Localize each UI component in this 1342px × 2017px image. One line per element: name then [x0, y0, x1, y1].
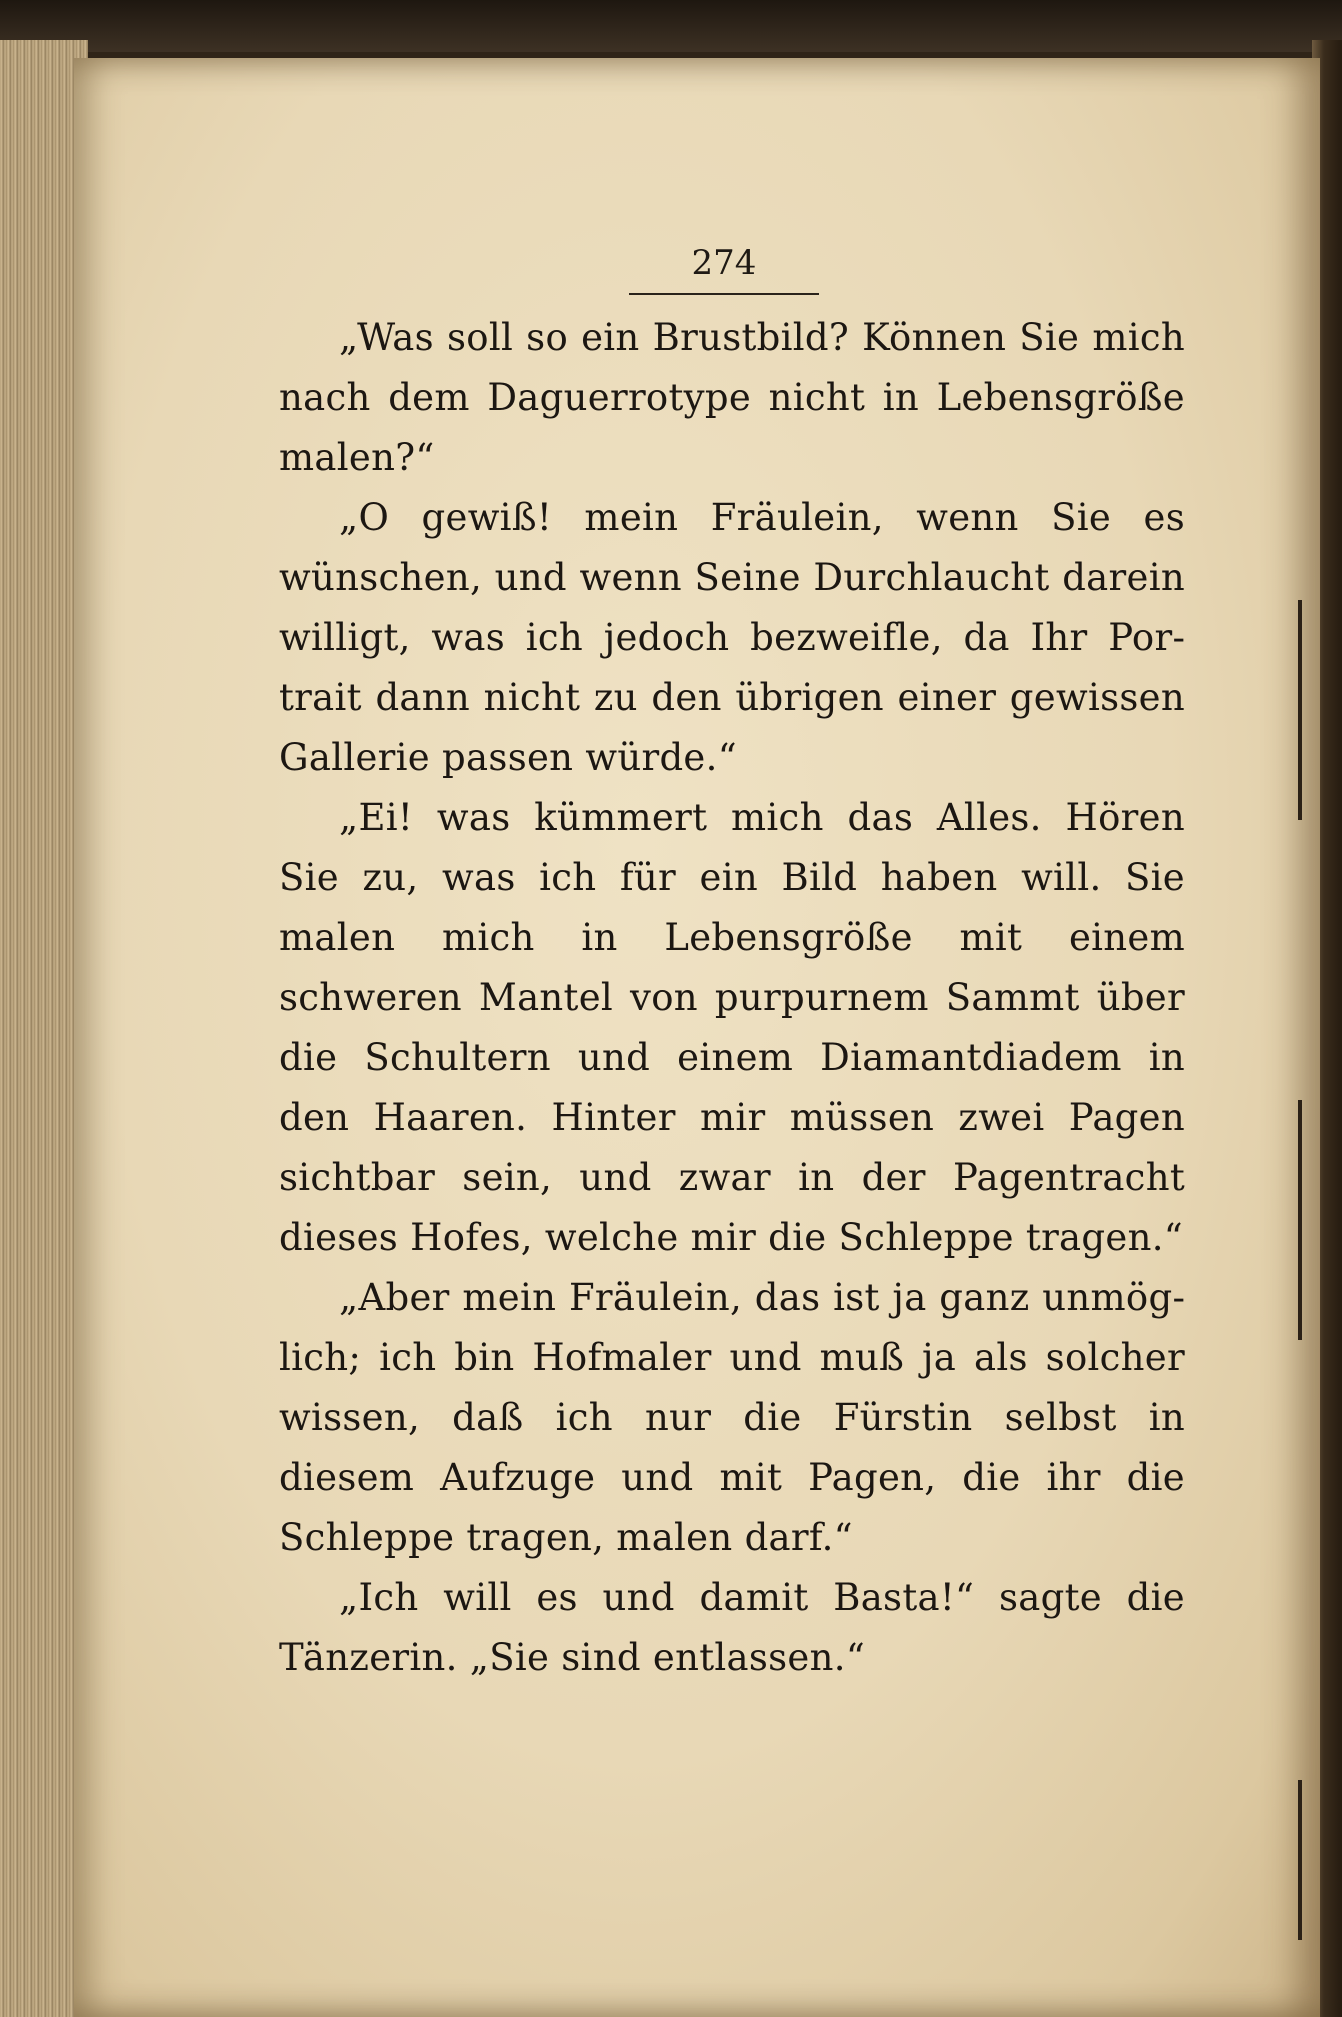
paragraph: „Ich will es und damit Basta!“ sagte die Tänzerin. „Sie sind entlassen.“	[279, 1576, 1185, 1679]
book-cover-top-edge	[0, 0, 1342, 52]
body-text	[279, 308, 1185, 1688]
page-number: 274	[691, 243, 757, 283]
paragraph: „O gewiß! mein Fräulein, wenn Sie es wünschen, und wenn Seine Durchlaucht darein willigt, was ich jedoch bezweifle, da Ihr Portrait dann nicht zu den übrigen einer gewissen Gallerie passen würde.“	[279, 496, 1185, 779]
book-page	[74, 58, 1320, 2017]
paragraph: „Ei! was kümmert mich das Alles. Hören Sie zu, was ich für ein Bild haben will. Sie malen mich in Lebensgröße mit einem schweren Mantel von purpurnem Sammt über die Schultern und einem Diamantdiadem in den Haaren. Hinter mir müssen zwei Pagen sichtbar sein, und zwar in der Pagentracht dieses Hofes, welche mir die Schleppe tragen.“	[279, 796, 1185, 1259]
binding-thread	[1298, 1100, 1302, 1340]
binding-thread	[1298, 1780, 1302, 1940]
binding-thread	[1298, 600, 1302, 820]
page-number-rule	[629, 293, 819, 295]
paragraph: „Was soll so ein Brustbild? Können Sie mich nach dem Daguerrotype nicht in Lebensgröße malen?“	[279, 316, 1185, 479]
paragraph: „Aber mein Fräulein, das ist ja ganz unmöglich; ich bin Hofmaler und muß ja als solcher wissen, daß ich nur die Fürstin selbst in diesem Aufzuge und mit Pagen, die ihr die Schleppe tragen, malen darf.“	[279, 1276, 1185, 1559]
